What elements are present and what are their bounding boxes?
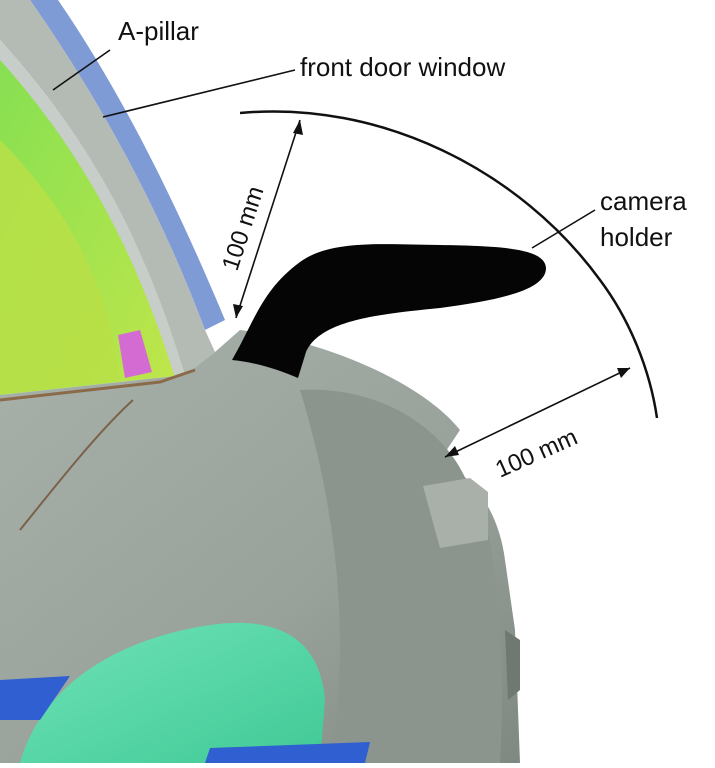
- dimension-horizontal-label: 100 mm: [491, 423, 582, 484]
- dimension-vertical-label: 100 mm: [217, 183, 270, 274]
- front-door-window-label: front door window: [300, 52, 506, 82]
- camera-holder-label-line2: holder: [600, 222, 673, 252]
- a-pillar-label: A-pillar: [118, 16, 199, 46]
- front-door-window-leader: [103, 70, 295, 117]
- camera-holder-label-line1: camera: [600, 186, 687, 216]
- camera-holder-shape: [232, 244, 546, 378]
